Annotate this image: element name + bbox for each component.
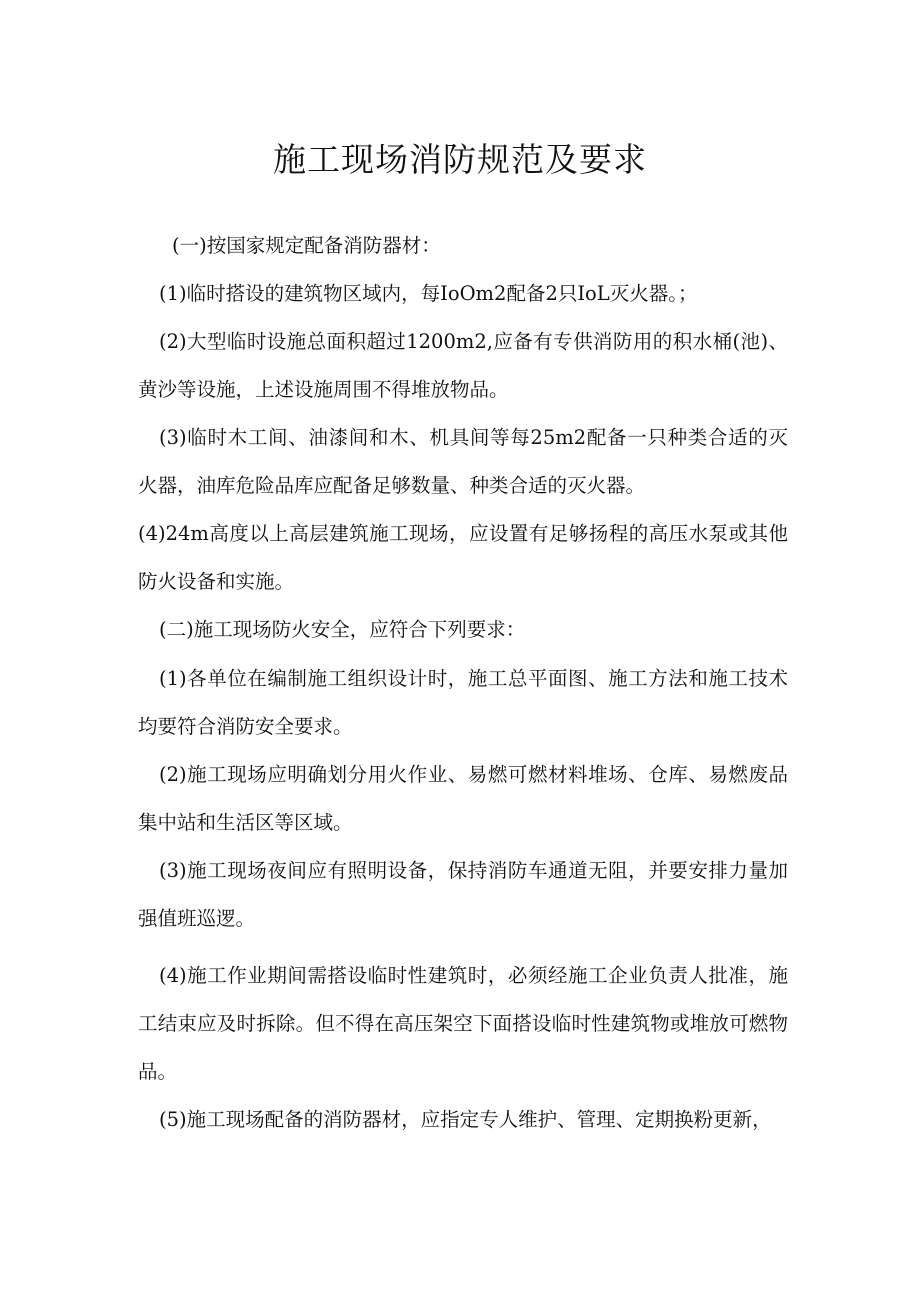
paragraph-item-2-2: (2)施工现场应明确划分用火作业、易燃可燃材料堆场、仓库、易燃废品集中站和生活区等区域。 (138, 763, 788, 834)
paragraph-item-2-4: (4)施工作业期间需搭设临时性建筑时，必须经施工企业负责人批准，施工结束应及时拆除。但不得在高压架空下面搭设临时性建筑物或堆放可燃物品。 (138, 964, 788, 1083)
paragraph-item-2-3: (3)施工现场夜间应有照明设备，保持消防车通道无阻，并要安排力量加强值班巡逻。 (138, 859, 788, 930)
paragraph-item-1-4: (4)24m高度以上高层建筑施工现场，应设置有足够扬程的高压水泵或其他防火设备和实施。 (138, 522, 788, 593)
document-title: 施工现场消防规范及要求 (273, 140, 647, 179)
paragraph-item-1-1: (1)临时搭设的建筑物区域内，每IoOm2配备2只IoL灭火器。； (159, 282, 698, 305)
paragraph-item-2-1: (1)各单位在编制施工组织设计时，施工总平面图、施工方法和施工技术均要符合消防安全要求。 (138, 667, 788, 738)
paragraph-item-1-3: (3)临时木工间、油漆间和木、机具间等每25m2配备一只种类合适的灭火器，油库危险品库应配备足够数量、种类合适的灭火器。 (138, 426, 788, 497)
paragraph-section-1-heading: (一)按国家规定配备消防器材： (172, 234, 441, 257)
paragraph-item-1-2: (2)大型临时设施总面积超过1200m2,应备有专供消防用的积水桶(池)、黄沙等设施，上述设施周围不得堆放物品。 (138, 330, 788, 401)
paragraph-item-2-5: (5)施工现场配备的消防器材，应指定专人维护、管理、定期换粉更新， (159, 1108, 772, 1131)
paragraph-section-2-heading: (二)施工现场防火安全，应符合下列要求： (159, 618, 526, 641)
